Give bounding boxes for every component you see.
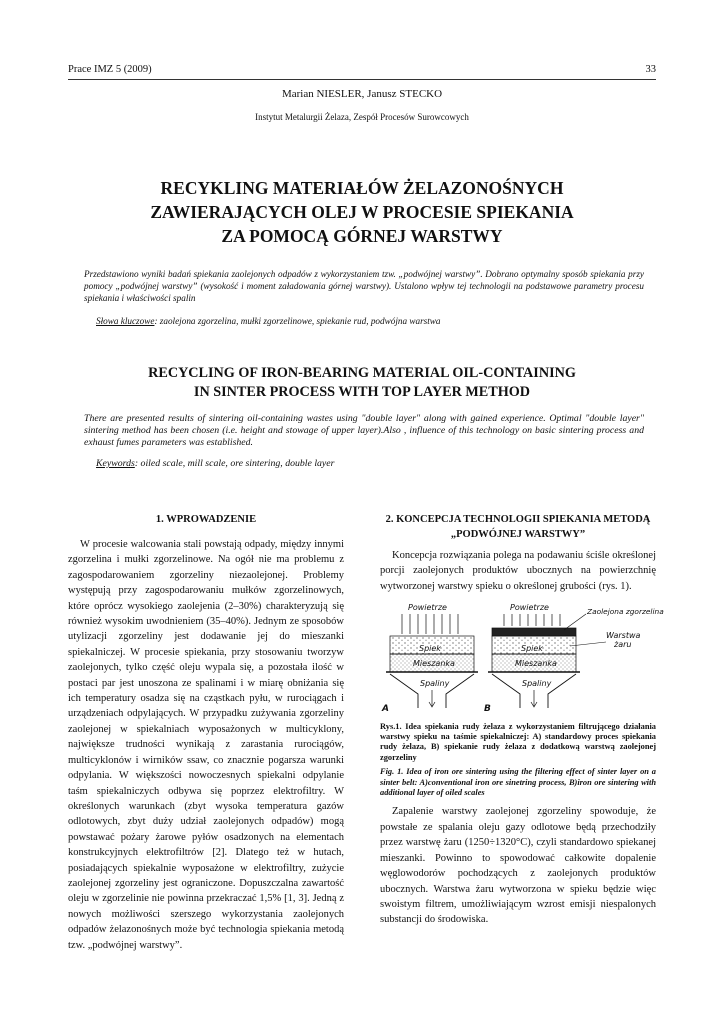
- air-arrows: [504, 614, 560, 626]
- section-heading: 1. WPROWADZENIE: [155, 514, 257, 525]
- affiliation: Instytut Metalurgii Żelaza, Zespół Procesów Surowcowych: [255, 112, 469, 122]
- right-column: [380, 512, 664, 928]
- title-line: ZA POMOCĄ GÓRNEJ WARSTWY: [221, 226, 503, 246]
- air-arrows: [402, 614, 458, 634]
- keywords-text: : oiled scale, mill scale, ore sintering, double layer: [134, 458, 335, 469]
- figure-caption-polish: Rys.1. Idea spiekania rudy żelaza z wykorzystaniem filtrującego działania warstwy spieku na taśmie spiekalniczej: A) standardowy proces spiekania rudy żelaza, B) spiekanie rudy żelaza z dodatkową warstwą zaolejonej zgorzeliny: [380, 721, 656, 762]
- label-glow-layer: Warstwa: [606, 631, 641, 641]
- label-sinter: Spiek: [419, 644, 441, 654]
- keywords-label: Keywords: [96, 458, 135, 469]
- diagram-b: [484, 603, 664, 714]
- section-body: W procesie walcowania stali powstają odpady, między innymi zgorzelina i mułki zgorzelinowe. Na ogół nie ma problemu z zagospodarowaniem zgorzeliny niezaolejonej. Problemy występują przy zagospodarowaniu mułków zgorzelinowych, które oprócz wysokiego zaolejenia (2–30%) charakteryzują się również wysokim uwodnieniem (35–40%). Jednym ze sposobów utylizacji zgorzeliny jest dodawanie jej do mieszanki spiekalniczej. W procesie spiekania, przy stosowaniu tworzyw zaolejonych, tylko część oleju wypala się, a pozostała ilość w postaci par jest unoszona ze spalinami i w miarę obniżania się ich temperatury osadza się na cząstkach pyłu, w rurociągach i urządzeniach odpylających. W przypadku zużywania zgorzeliny zaolejonej w spiekalniach wyposażonych w multicyklony, największe trudności wynikają z zarastania rurociągów, multicyklonów i wirników ssaw, co znacznie pogarsza warunki odpylania. W większości nowoczesnych spiekalni odpylanie taśm spiekalniczych odbywa się poprzez elektrofiltry. W określonych warunkach (zbyt wysoka temperatura gazów odlotowych, zbyt duży udział zaolejonych odpadów) mogą powstawać pożary żarowe pyłów osadzonych na elementach konstrukcyjnych elektrofiltrów [2]. Dlatego też w hutach, posiadających spiekalnie wyposażone w elektrofiltry, zużycie zaolejonej zgorzeliny jest ograniczone. Dopuszczalna zawartość oleju w zgorzelinie nie powinna przekraczać 1,5% [1, 3]. Jedną z nowych możliwości szerszego wykorzystania zaolejonych odpadów żelazonośnych może być technologia spiekania metodą tzw. „podwójnej warstwy”.: [68, 539, 344, 951]
- title-line: RECYCLING OF IRON-BEARING MATERIAL OIL-CONTAINING: [148, 365, 576, 381]
- title-line: IN SINTER PROCESS WITH TOP LAYER METHOD: [193, 384, 531, 400]
- section-body: Koncepcja rozwiązania polega na podawaniu ściśle określonej porcji zaolejonych produktów ubocznych na powierzchnię wytworzonej warstwy spieku o określonej grubości (rys. 1).: [380, 550, 656, 592]
- keywords-label: Słowa kluczowe: [96, 316, 155, 326]
- label-mixture: Mieszanka: [413, 659, 455, 669]
- oiled-scale-layer: [492, 628, 576, 636]
- figure-sintering-diagram: [380, 602, 664, 715]
- running-header: [68, 64, 656, 80]
- label-flue-gas: Spaliny: [522, 679, 552, 689]
- label-flue-gas: Spaliny: [420, 679, 450, 689]
- label-mixture: Mieszanka: [515, 659, 557, 669]
- label-sinter: Spiek: [521, 644, 543, 654]
- page-number: 33: [645, 64, 656, 75]
- keywords-text: : zaolejona zgorzelina, mułki zgorzelinowe, spiekanie rud, podwójna warstwa: [154, 316, 441, 326]
- title-english: [60, 364, 664, 402]
- label-a: A: [382, 704, 389, 715]
- keywords-polish: [96, 316, 656, 326]
- title-line: RECYKLING MATERIAŁÓW ŻELAZONOŚNYCH: [160, 178, 564, 198]
- label-air: Powietrze: [510, 603, 549, 613]
- label-air: Powietrze: [408, 603, 447, 613]
- journal-name: Prace IMZ 5 (2009): [68, 64, 152, 75]
- figure-caption-english: Fig. 1. Idea of iron ore sintering using the filtering effect of sinter layer on a sinter belt: A)conventional iron ore sinetring process, B)iron ore sintering with additional layer of oiled scales: [380, 767, 656, 798]
- label-b: B: [484, 704, 491, 715]
- section-heading: 2. KONCEPCJA TECHNOLOGII SPIEKANIA METODĄ „PODWÓJNEJ WARSTWY”: [385, 514, 651, 540]
- title-polish: [60, 176, 664, 248]
- abstract-english: There are presented results of sintering oil-containing wastes using "double layer" along with gained experience. Optimal "double layer" sintering method has been chosen (i.e. height and stowage of upper layer).Also , influence of this technology on basic sintering process and exhaust fumes parameters was established.: [84, 413, 644, 448]
- section-body: Zapalenie warstwy zaolejonej zgorzeliny spowoduje, że powstałe ze spalania oleju gazy odlotowe będą przechodziły przez warstwę żaru (1250÷1320°C), czyli standardowo spiekanej mieszanki. Powinno to spowodować całkowite dopalenie węglowodorów pochodzących z zaolejonych produktów ubocznych. Warstwa żaru wytworzona w spieku będzie więc swoistym filtrem, umożliwiającym wzrost emisji niespalonych substancji do środowiska.: [380, 806, 656, 926]
- left-column: [68, 512, 344, 953]
- title-line: ZAWIERAJĄCYCH OLEJ W PROCESIE SPIEKANIA: [150, 202, 574, 222]
- label-oiled-scale: Zaolejona zgorzelina: [587, 607, 664, 617]
- diagram-a: [381, 603, 478, 714]
- keywords-english: [96, 458, 656, 469]
- authors: Marian NIESLER, Janusz STECKO: [281, 88, 443, 100]
- label-glow-layer: żaru: [614, 640, 632, 650]
- abstract-polish: Przedstawiono wyniki badań spiekania zaolejonych odpadów z wykorzystaniem tzw. „podwójnej warstwy”. Dobrano optymalny sposób spiekania przy pomocy „podwójnej warstwy” (wysokość i moment załadowania górnej warstwy). Ustalono wpływ tej technologii na podstawowe parametry procesu spiekania i właściwości spalin: [84, 269, 644, 303]
